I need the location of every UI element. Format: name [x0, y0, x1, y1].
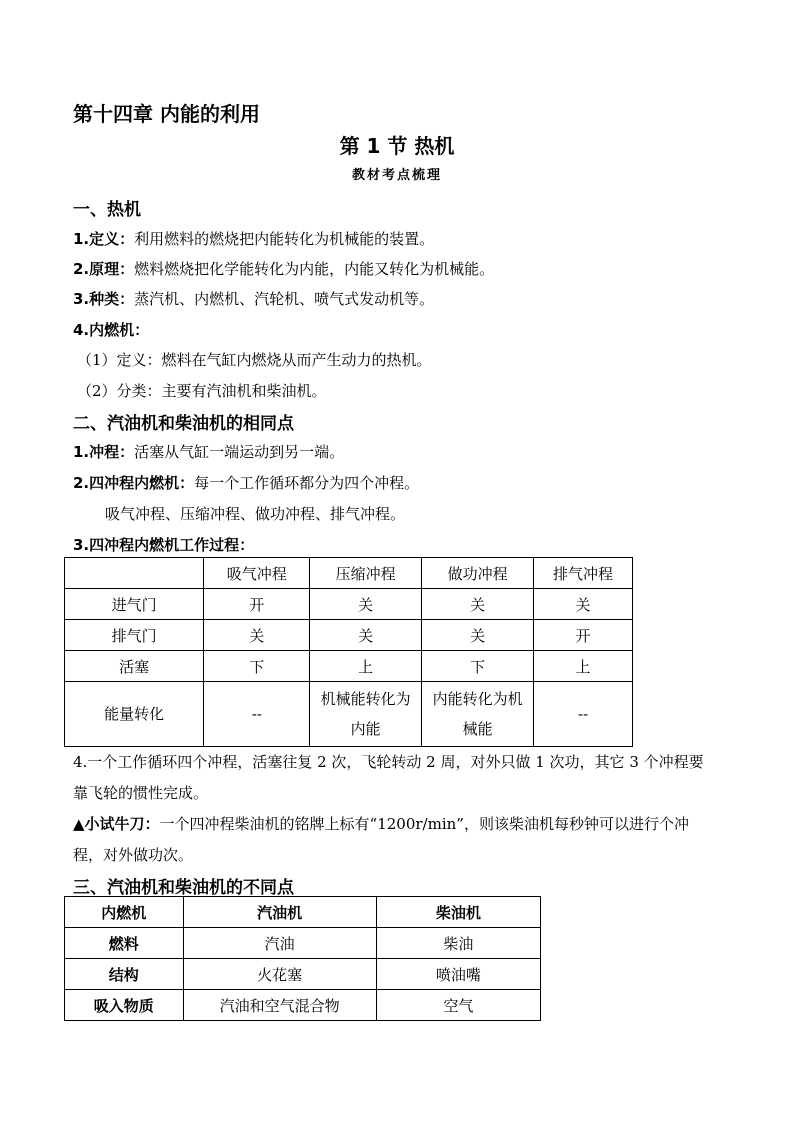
table-header-cell	[65, 558, 204, 589]
strokes-list: 吸气冲程、压缩冲程、做功冲程、排气冲程。	[105, 505, 406, 523]
table-cell: 开	[204, 589, 310, 620]
types-line	[73, 288, 434, 309]
table-cell: 火花塞	[183, 959, 376, 990]
table-row	[65, 620, 633, 651]
ice-label: 4.内燃机：	[73, 321, 150, 339]
table-cell: 下	[422, 651, 534, 682]
stroke-label: 1.冲程：	[73, 443, 135, 461]
definition-text: 利用燃料的燃烧把内能转化为机械能的装置。	[134, 230, 435, 248]
heading-heat-engine: 一、热机	[73, 200, 141, 220]
table-cell: 进气门	[65, 589, 204, 620]
table-cell: 上	[534, 651, 633, 682]
section-title: 第 1 节 热机	[339, 134, 455, 158]
table-cell: 空气	[376, 990, 540, 1021]
quiz-text-1: 一个四冲程柴油机的铭牌上标有“1200r/min”，则该柴油机每秒钟可以进行个冲	[159, 815, 689, 833]
work-process-table	[64, 557, 633, 747]
table-cell: 汽油	[183, 928, 376, 959]
four-stroke-text: 每一个工作循环都分为四个冲程。	[194, 474, 420, 492]
chapter-title: 第十四章 内能的利用	[73, 102, 260, 126]
table-cell: 开	[534, 620, 633, 651]
table-cell: 关	[422, 589, 534, 620]
stroke-text: 活塞从气缸一端运动到另一端。	[134, 443, 345, 461]
table-cell: 上	[310, 651, 422, 682]
table-header-cell: 压缩冲程	[310, 558, 422, 589]
table-row	[65, 928, 541, 959]
ice-definition: （1）定义：燃料在气缸内燃烧从而产生动力的热机。	[77, 351, 432, 369]
ice-line	[73, 319, 149, 340]
definition-line	[73, 228, 434, 249]
table-cell: 排气门	[65, 620, 204, 651]
table-header-row	[65, 558, 633, 589]
table-cell: 燃料	[65, 928, 184, 959]
subtitle: 教材考点梳理	[351, 168, 442, 183]
table-cell: 内能转化为机械能	[422, 682, 534, 747]
principle-text: 燃料燃烧把化学能转化为内能，内能又转化为机械能。	[134, 260, 495, 278]
table-header-cell: 排气冲程	[534, 558, 633, 589]
heading-similarities: 二、汽油机和柴油机的相同点	[73, 414, 294, 434]
principle-line	[73, 258, 494, 279]
principle-label: 2.原理：	[73, 260, 135, 278]
table-cell: 机械能转化为内能	[310, 682, 422, 747]
quiz-label: ▲小试牛刀：	[73, 815, 160, 833]
table-header-cell: 内燃机	[65, 897, 184, 928]
table-cell: 关	[310, 620, 422, 651]
table-cell: 结构	[65, 959, 184, 990]
definition-label: 1.定义：	[73, 230, 135, 248]
table-cell: 关	[310, 589, 422, 620]
table-cell: 关	[534, 589, 633, 620]
table-header-cell: 柴油机	[376, 897, 540, 928]
quiz-line-2: 程，对外做功次。	[73, 846, 194, 864]
table-cell: 活塞	[65, 651, 204, 682]
four-stroke-label: 2.四冲程内燃机：	[73, 474, 195, 492]
table-cell: 汽油和空气混合物	[183, 990, 376, 1021]
table-header-cell: 做功冲程	[422, 558, 534, 589]
table-row	[65, 959, 541, 990]
types-text: 蒸汽机、内燃机、汽轮机、喷气式发动机等。	[134, 290, 435, 308]
table-cell: 喷油嘴	[376, 959, 540, 990]
four-stroke-line	[73, 472, 419, 493]
table-header-cell: 吸气冲程	[204, 558, 310, 589]
table-cell: 能量转化	[65, 682, 204, 747]
table-row	[65, 990, 541, 1021]
table-cell: --	[204, 682, 310, 747]
differences-table	[64, 896, 541, 1021]
heading-differences: 三、汽油机和柴油机的不同点	[73, 878, 294, 898]
types-label: 3.种类：	[73, 290, 135, 308]
table-row	[65, 589, 633, 620]
table-row	[65, 682, 633, 747]
work-process-label	[73, 534, 254, 555]
note-line-1: 4.一个工作循环四个冲程，活塞往复 2 次，飞轮转动 2 周，对外只做 1 次功，其它 3 个冲程要	[73, 753, 704, 771]
table-cell: 关	[204, 620, 310, 651]
table-header-cell: 汽油机	[183, 897, 376, 928]
work-process-label-text: 3.四冲程内燃机工作过程：	[73, 536, 255, 554]
table-row	[65, 651, 633, 682]
table-cell: 关	[422, 620, 534, 651]
note-line-2: 靠飞轮的惯性完成。	[73, 784, 209, 802]
table-cell: --	[534, 682, 633, 747]
table-header-row	[65, 897, 541, 928]
quiz-line-1	[73, 813, 689, 834]
table-cell: 吸入物质	[65, 990, 184, 1021]
table-cell: 柴油	[376, 928, 540, 959]
table-cell: 下	[204, 651, 310, 682]
ice-classification: （2）分类：主要有汽油机和柴油机。	[77, 382, 327, 400]
stroke-line	[73, 441, 344, 462]
